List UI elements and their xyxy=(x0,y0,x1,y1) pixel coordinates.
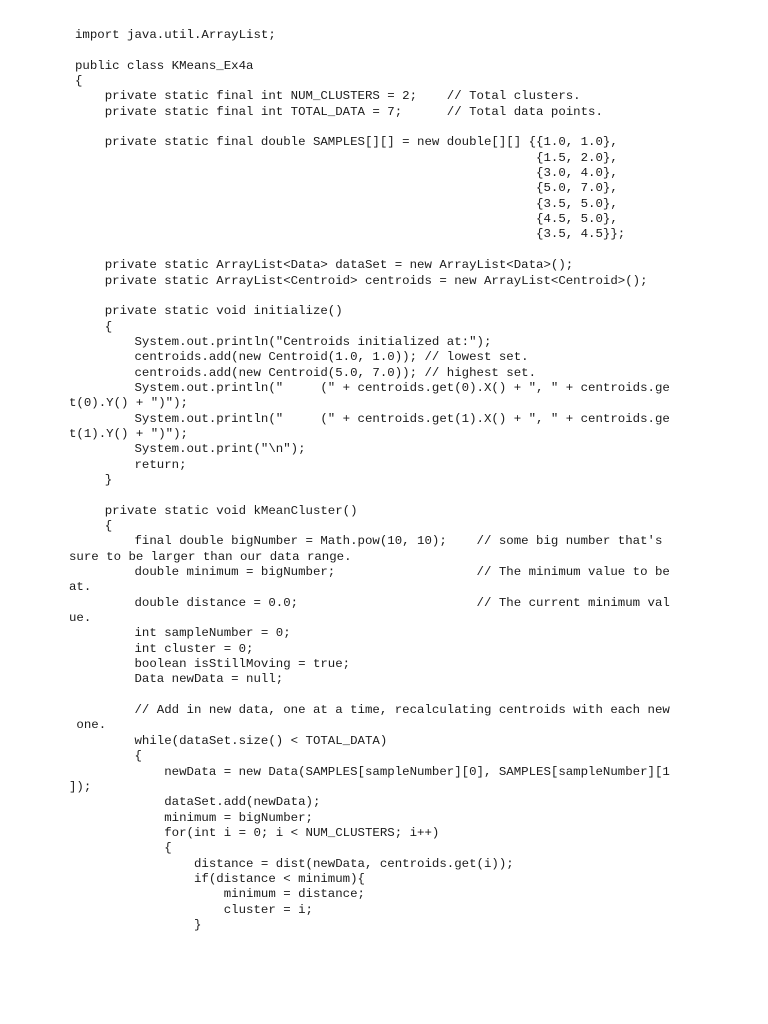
code-line: private static void initialize() xyxy=(75,304,343,319)
code-line: centroids.add(new Centroid(1.0, 1.0)); // lowest set. xyxy=(75,350,529,365)
code-line: boolean isStillMoving = true; xyxy=(75,657,351,672)
code-line: {3.0, 4.0}, xyxy=(75,166,618,181)
code-line: System.out.print("\n"); xyxy=(75,442,306,457)
code-line: {5.0, 7.0}, xyxy=(75,181,618,196)
code-line: // Add in new data, one at a time, recalculating centroids with each new xyxy=(75,703,670,718)
code-line: t(1).Y() + ")"); xyxy=(69,426,188,441)
code-line: import java.util.ArrayList; xyxy=(75,28,276,42)
code-line xyxy=(75,289,670,304)
code-line: int sampleNumber = 0; xyxy=(75,626,291,641)
code-line: int cluster = 0; xyxy=(75,641,254,656)
code-line: ]); xyxy=(69,779,92,794)
code-line: System.out.println("Centroids initialized at:"); xyxy=(75,334,492,349)
code-line xyxy=(75,488,670,503)
code-line: { xyxy=(75,519,113,533)
code-line: private static final double SAMPLES[][] = new double[][] {{1.0, 1.0}, xyxy=(75,135,618,150)
code-line: } xyxy=(75,917,202,932)
code-line: dataSet.add(newData); xyxy=(75,795,321,810)
code-line: centroids.add(new Centroid(5.0, 7.0)); // highest set. xyxy=(75,365,537,380)
code-line: {3.5, 5.0}, xyxy=(75,196,618,211)
code-line: t(0).Y() + ")"); xyxy=(69,396,188,411)
code-line: minimum = bigNumber; xyxy=(75,810,313,825)
code-line: cluster = i; xyxy=(75,902,313,917)
code-line: {1.5, 2.0}, xyxy=(75,150,618,165)
code-line: while(dataSet.size() < TOTAL_DATA) xyxy=(75,733,388,748)
code-line: System.out.println(" (" + centroids.get(1).X() + ", " + centroids.ge xyxy=(75,411,670,426)
code-line xyxy=(75,688,670,703)
code-line: } xyxy=(75,472,113,487)
code-line: {4.5, 5.0}, xyxy=(75,212,618,227)
code-line: if(distance < minimum){ xyxy=(75,871,365,886)
code-line: private static ArrayList<Data> dataSet = new ArrayList<Data>(); xyxy=(75,258,574,273)
code-line xyxy=(75,120,670,135)
code-line: minimum = distance; xyxy=(75,887,365,902)
code-line: private static ArrayList<Centroid> centroids = new ArrayList<Centroid>(); xyxy=(75,273,648,288)
code-line: { xyxy=(75,74,83,89)
code-line: double minimum = bigNumber; // The minimum value to be xyxy=(75,565,670,580)
code-line: {3.5, 4.5}}; xyxy=(75,227,626,242)
code-line: for(int i = 0; i < NUM_CLUSTERS; i++) xyxy=(75,825,440,840)
code-line: { xyxy=(75,841,172,856)
code-line: distance = dist(newData, centroids.get(i)); xyxy=(75,856,514,871)
code-line: newData = new Data(SAMPLES[sampleNumber][0], SAMPLES[sampleNumber][1 xyxy=(75,764,670,779)
code-line: System.out.println(" (" + centroids.get(0).X() + ", " + centroids.ge xyxy=(75,380,670,395)
code-line xyxy=(75,43,670,58)
code-line: public class KMeans_Ex4a xyxy=(75,58,254,73)
code-line: ue. xyxy=(69,611,92,626)
code-line: one. xyxy=(69,718,107,733)
code-line: sure to be larger than our data range. xyxy=(69,549,352,564)
code-line: private static final int TOTAL_DATA = 7; // Total data points. xyxy=(75,104,603,119)
code-line xyxy=(75,243,670,258)
code-line: { xyxy=(75,319,113,334)
code-line: double distance = 0.0; // The current minimum val xyxy=(75,595,670,610)
code-line: { xyxy=(75,749,142,764)
code-line: return; xyxy=(75,457,187,472)
code-listing xyxy=(69,28,670,933)
code-line: private static final int NUM_CLUSTERS = 2; // Total clusters. xyxy=(75,89,581,104)
code-line: at. xyxy=(69,580,92,595)
code-line: private static void kMeanCluster() xyxy=(75,503,358,518)
code-line: final double bigNumber = Math.pow(10, 10); // some big number that's xyxy=(75,534,663,549)
code-line: Data newData = null; xyxy=(75,672,284,687)
